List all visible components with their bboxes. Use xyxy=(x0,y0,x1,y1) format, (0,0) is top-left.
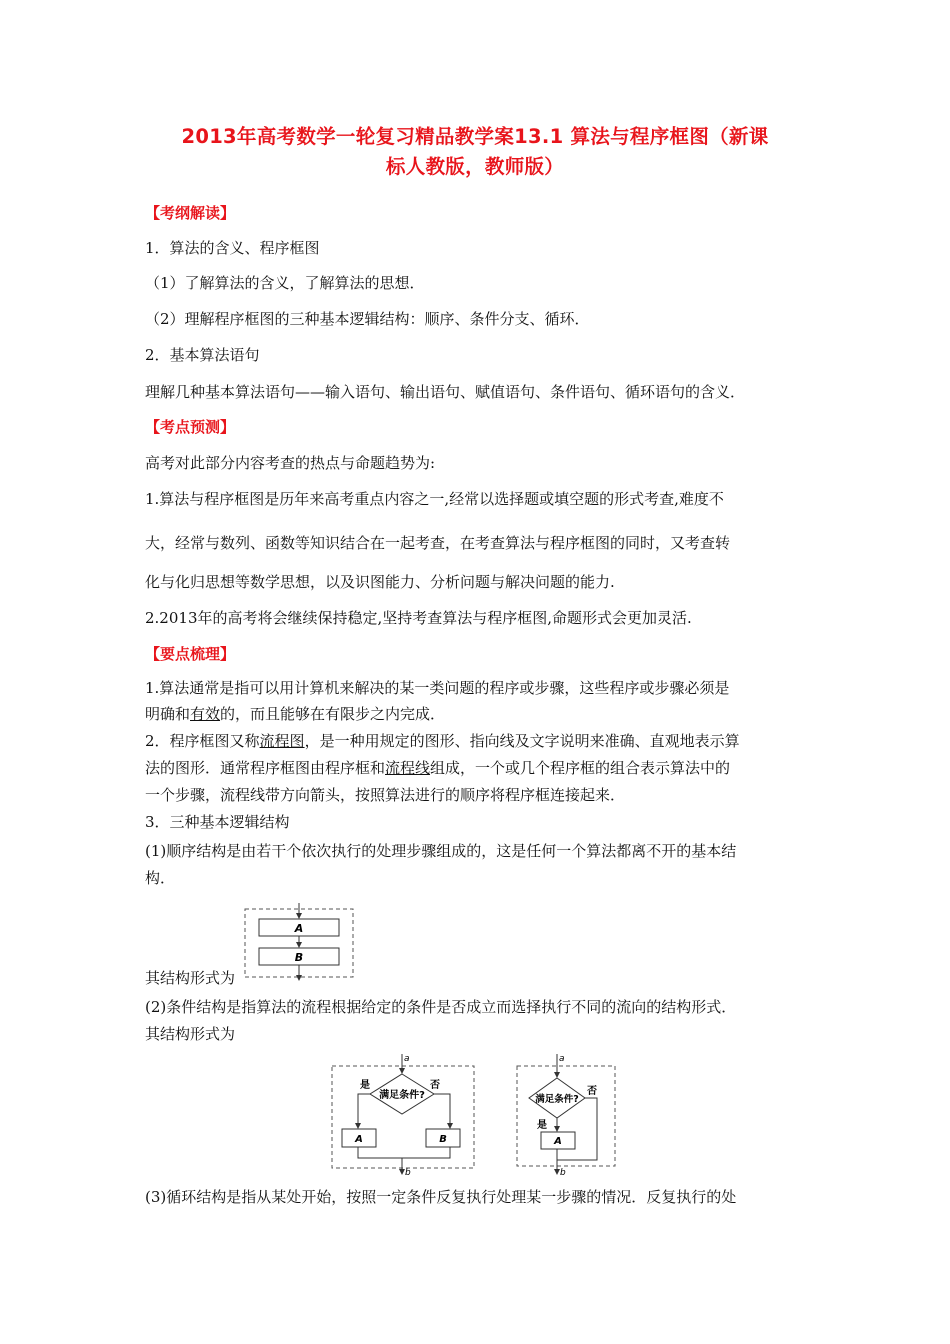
forecast-p1-line2: 大，经常与数列、函数等知识结合在一起考查，在考查算法与程序框图的同时，又考查转 xyxy=(145,534,731,552)
conditional-1-input-label: a xyxy=(404,1054,410,1064)
conditional-1-output-label: b xyxy=(405,1168,411,1176)
conditional-1-no-label: 否 xyxy=(430,1080,440,1091)
syllabus-item-2: 2．基本算法语句 xyxy=(145,346,260,364)
title-line-2: 标人教版，教师版） xyxy=(385,155,565,178)
conditional-2-box-a-label: A xyxy=(554,1136,562,1147)
conditional-structure-diagram-2 xyxy=(515,1052,617,1176)
conditional-2-yes-label: 是 xyxy=(537,1120,547,1131)
points-p3-3: (3)循环结构是指从某处开始，按照一定条件反复执行处理某一步骤的情况．反复执行的处 xyxy=(145,1188,737,1206)
points-p2-line3: 一个步骤，流程线带方向箭头，按照算法进行的顺序将程序框连接起来． xyxy=(145,786,626,804)
section-points-heading: 【要点梳理】 xyxy=(145,645,236,663)
syllabus-item-1b: （2）理解程序框图的三种基本逻辑结构：顺序、条件分支、循环． xyxy=(145,310,590,328)
conditional-2-output-label: b xyxy=(560,1168,566,1176)
conditional-1-yes-label: 是 xyxy=(360,1080,370,1091)
forecast-p1-line1: 1.算法与程序框图是历年来高考重点内容之一,经常以选择题或填空题的形式考查,难度不 xyxy=(145,490,724,508)
syllabus-item-1: 1．算法的含义、程序框图 xyxy=(145,239,320,257)
points-p3-1-line1: (1)顺序结构是由若干个依次执行的处理步骤组成的，这是任何一个算法都离不开的基本结 xyxy=(145,842,737,860)
conditional-2-condition: 满足条件? xyxy=(535,1094,579,1105)
conditional-2-input-label: a xyxy=(559,1054,565,1064)
points-p1-line1: 1.算法通常是指可以用计算机来解决的某一类问题的程序或步骤，这些程序或步骤必须是 xyxy=(145,679,730,697)
conditional-2-no-label: 否 xyxy=(587,1086,597,1097)
document-title xyxy=(120,122,830,182)
points-p2-line1: 2．程序框图又称流程图，是一种用规定的图形、指向线及文字说明来准确、直观地表示算 xyxy=(145,732,740,750)
conditional-2-dashed-frame xyxy=(517,1066,615,1166)
conditional-1-condition: 满足条件? xyxy=(379,1090,425,1101)
syllabus-item-2a: 理解几种基本算法语句——输入语句、输出语句、赋值语句、条件语句、循环语句的含义． xyxy=(145,383,746,401)
forecast-intro: 高考对此部分内容考查的热点与命题趋势为: xyxy=(145,454,436,472)
sequence-structure-diagram xyxy=(243,903,355,981)
sequence-box-a-label: A xyxy=(294,922,304,935)
points-form1: 其结构形式为 xyxy=(145,969,236,987)
points-p3-heading: 3．三种基本逻辑结构 xyxy=(145,813,290,831)
forecast-p1-line3: 化与化归思想等数学思想，以及识图能力、分析问题与解决问题的能力. xyxy=(145,573,615,591)
points-p3-2: (2)条件结构是指算法的流程根据给定的条件是否成立而选择执行不同的流向的结构形式． xyxy=(145,998,737,1016)
points-p2-line2: 法的图形．通常程序框图由程序框和流程线组成，一个或几个程序框的组合表示算法中的 xyxy=(145,759,731,777)
sequence-box-b-label: B xyxy=(294,951,304,964)
syllabus-item-1a: （1）了解算法的含义，了解算法的思想． xyxy=(145,274,425,292)
conditional-1-box-b-label: B xyxy=(439,1134,447,1145)
title-line-1: 2013年高考数学一轮复习精品教学案13.1 算法与程序框图（新课 xyxy=(181,125,769,148)
points-p1-line2: 明确和有效的，而且能够在有限步之内完成． xyxy=(145,705,446,723)
forecast-p2: 2.2013年的高考将会继续保持稳定,坚持考查算法与程序框图,命题形式会更加灵活. xyxy=(145,609,692,627)
conditional-structure-diagram-1 xyxy=(330,1052,476,1176)
section-syllabus-heading: 【考纲解读】 xyxy=(145,204,236,222)
conditional-1-box-a-label: A xyxy=(355,1134,363,1145)
points-p3-1-line2: 构． xyxy=(145,869,176,887)
points-form2: 其结构形式为 xyxy=(145,1025,236,1043)
section-forecast-heading: 【考点预测】 xyxy=(145,418,236,436)
